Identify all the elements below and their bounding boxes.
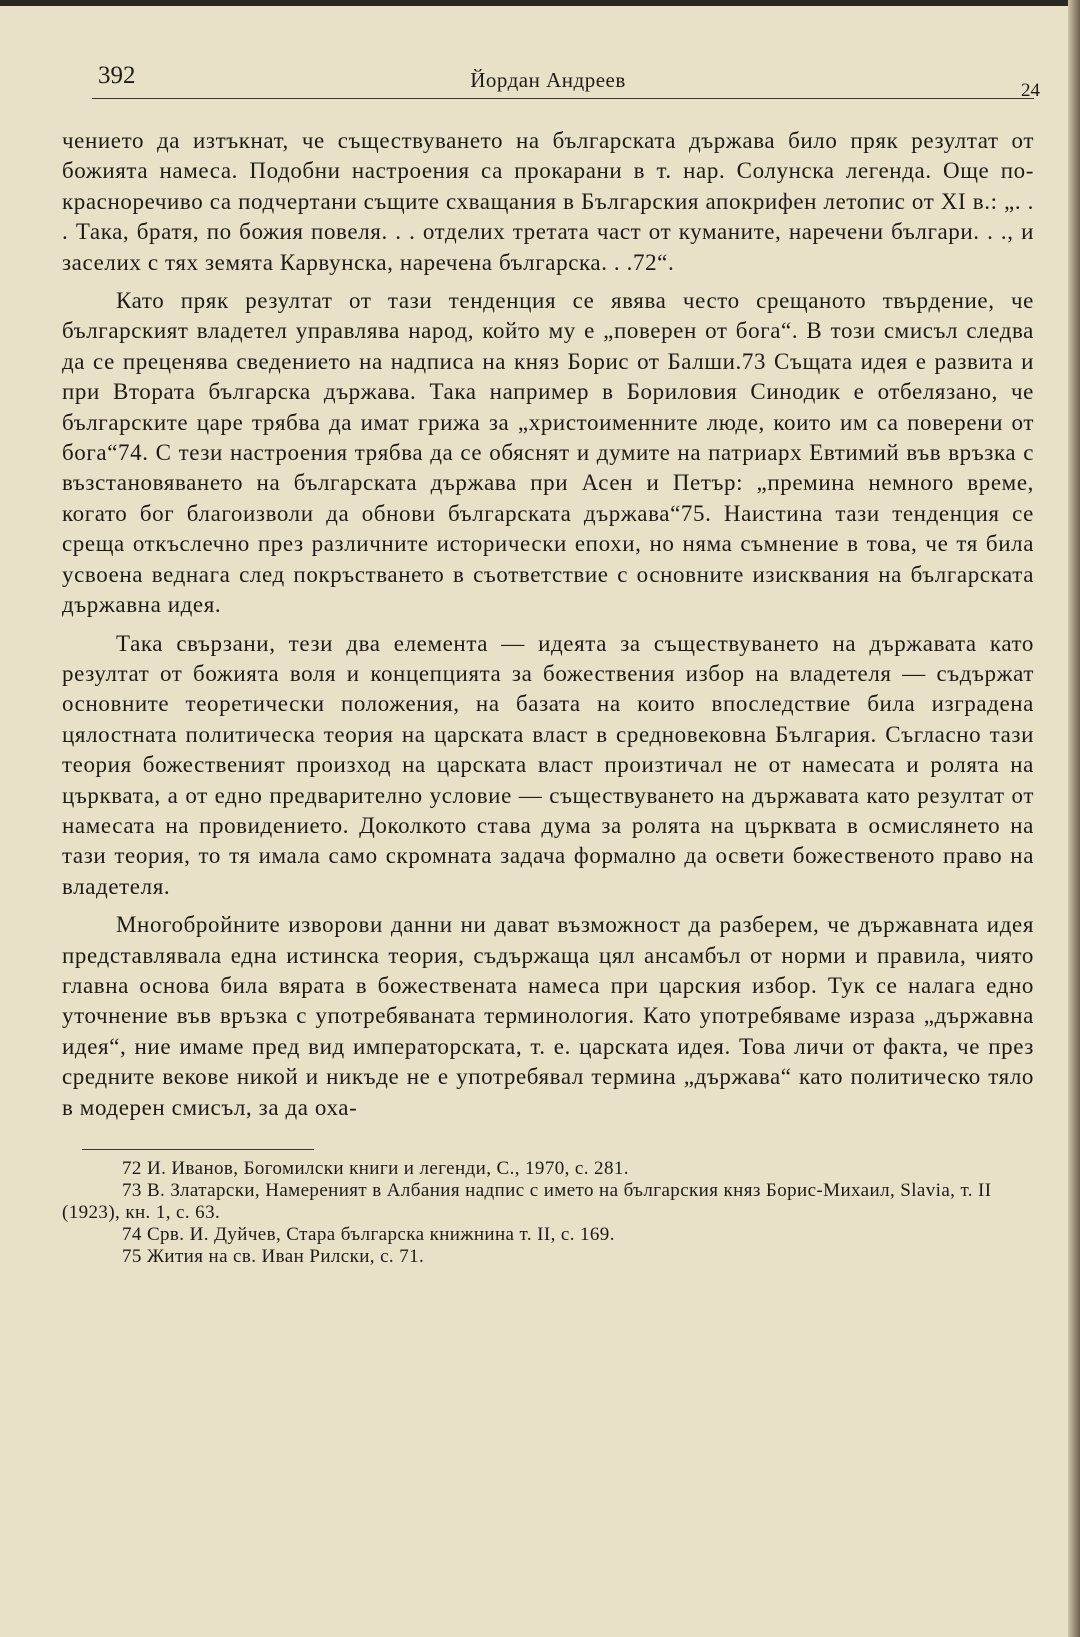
paragraph: Многобройните изворови данни ни дават възможност да разберем, че държавната идея представлявала една истинска теория, съдържаща цял ансамбъл от норми и правила, чиято главна основа била вярата в божествената намеса при царския избор. Тук се налага едно уточнение във връзка с употребяваната терминология. Като употребяваме израза „държавна идея“, ние имаме пред вид императорската, т. е. царската идея. Това личи от факта, че през средните векове никой и никъде не е употребявал термина „държава“ като политическо тяло в модерен смисъл, за да оха- [62,912,1034,1120]
footnote: 75 Жития на св. Иван Рилски, с. 71. [122,1246,425,1267]
main-text [62,126,1034,1123]
corner-number: 24 [1021,80,1040,101]
footnote: 73 В. Златарски, Намереният в Албания надпис с името на българския княз Борис-Михаил, Slavia, т. II (1923), кн. 1, с. 63. [62,1180,992,1223]
scan-right-edge [1068,0,1080,1637]
page-header [62,58,1040,101]
running-title: Йордан Андреев [470,68,626,92]
paragraph: Като пряк резултат от тази тенденция се явява често срещаното твърдение, че българският владетел управлява народ, който му е „поверен от бога“. В този смисъл следва да се преценява сведението на надписа на княз Борис от Балши.73 Същата идея е развита и при Втората българска държава. Така например в Бориловия Синодик е отбелязано, че българските царе трябва да имат грижа за „христоименните люде, които им са поверени от бога“74. С тези настроения трябва да се обяснят и думите на патриарх Евтимий във връзка с възстановяването на българската държава при Асен и Петър: „премина немного време, когато бог благоизволи да обнови българската държава“75. Наистина тази тенденция се среща откъслечно през различните исторически епохи, но няма съмнение в това, че тя била усвоена веднага след покръстването в съответствие с основните изисквания на българската държавна идея. [62,288,1034,618]
footnote-rule [82,1149,314,1150]
footnotes [62,1158,1034,1268]
page-number: 392 [98,62,136,89]
paragraph: Така свързани, тези два елемента — идеята за съществуването на държавата като резултат от божията воля и концепцията за божествения избор на владетеля — съдържат основните теоретически положения, на базата на които впоследствие била изградена цялостната политическа теория на царската власт в средновековна България. Съгласно тази теория божественият произход на царската власт произтичал не от намесата и ролята на църквата, а от едно предварително условие — съществуването на държавата като резултат от намесата на провидението. Доколкото става дума за ролята на църквата в осмислянето на тази теория, то тя имала само скромната задача формално да освети божественото право на владетеля. [62,630,1034,899]
book-page [62,58,1040,1268]
paragraph: чението да изтъкнат, че съществуването на българската държава било пряк резултат от божията намеса. Подобни настроения са прокарани в т. нар. Солунска легенда. Още по-красноречиво са подчертани същите схващания в Българския апокрифен летопис от XI в.: „. . . Така, братя, по божия повеля. . . отделих третата част от куманите, наречени българи. . ., и заселих с тях земята Карвунска, наречена българска. . .72“. [62,128,1034,275]
scan-top-edge [0,0,1080,6]
header-rule [92,98,1034,99]
footnote: 74 Срв. И. Дуйчев, Стара българска книжнина т. II, с. 169. [122,1224,615,1245]
footnote: 72 И. Иванов, Богомилски книги и легенди, С., 1970, с. 281. [122,1158,629,1179]
